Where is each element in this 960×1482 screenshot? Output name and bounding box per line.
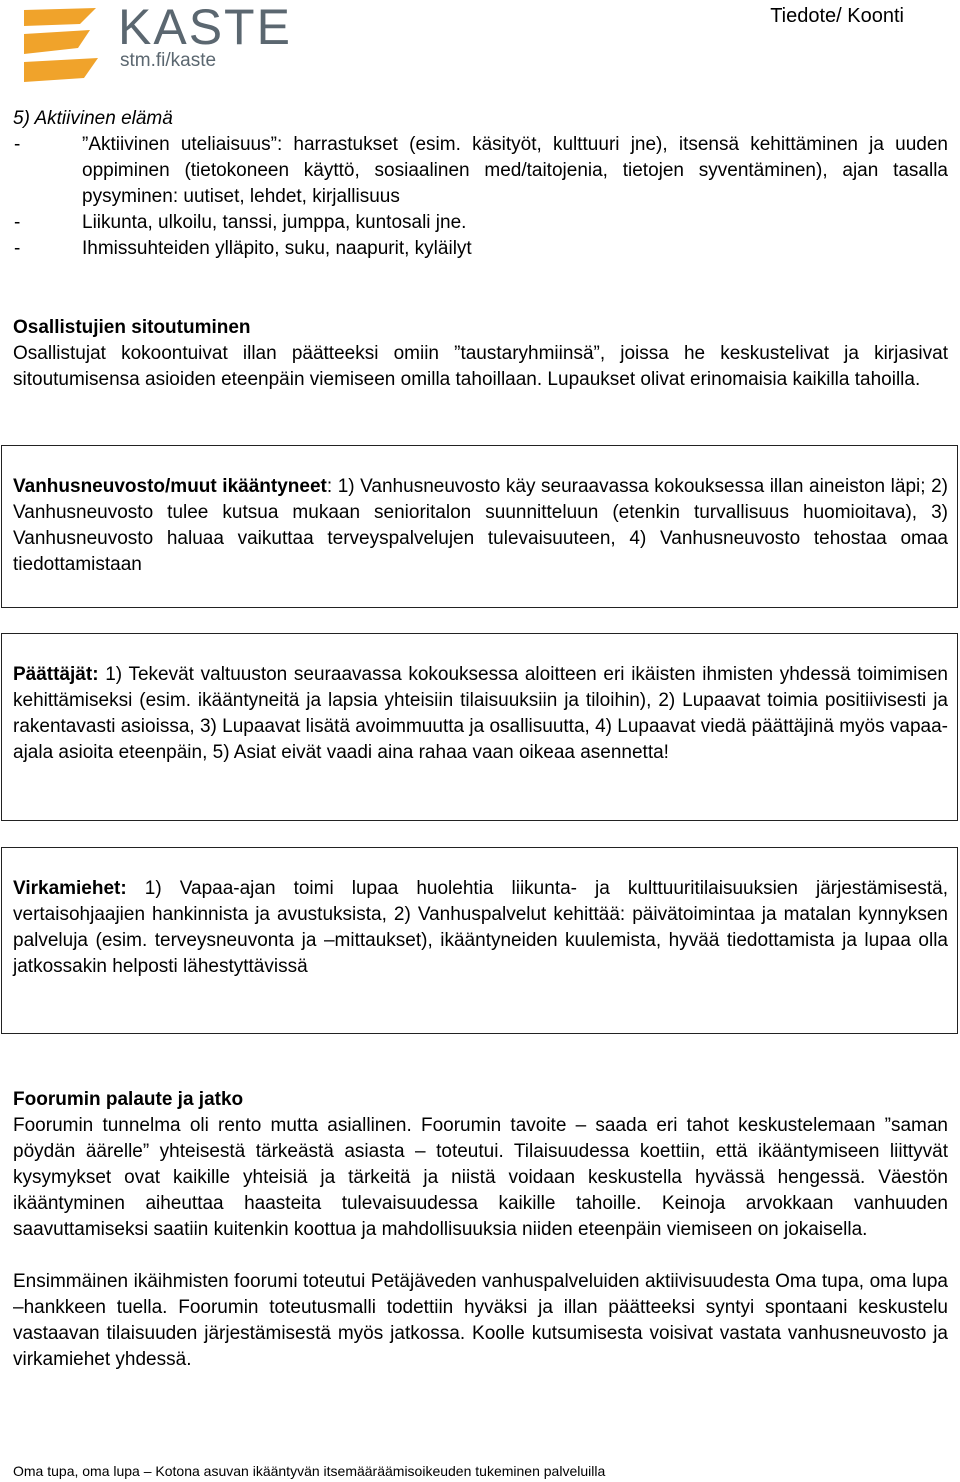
list-item-text: Liikunta, ulkoilu, tanssi, jumppa, kuntosali jne. [82, 212, 467, 233]
list-item [13, 210, 948, 236]
commitment-section [13, 315, 948, 393]
decision-makers-text: 1) Tekevät valtuuston seuraavassa kokouksessa aloitteen eri ikäisten ihmisten yhdessä toimimisen kehittämiseksi (esim. ikääntyneitä ja lapsia yhteisiin tilaisuuksiin ja tiloihin), 2) Lupaavat toimia positiivisesti ja rakentavasti asioissa, 3) Lupaavat lisätä avoimmuutta ja osallisuutta, 4) Lupaavat viedä päättäjinä myös vapaa-ajala asioita eteenpäin, 5) Asiat eivät vaadi aina rahaa vaan oikeaa asennetta! [13, 664, 948, 763]
active-life-heading: 5) Aktiivinen elämä [13, 108, 173, 129]
page-footer: Oma tupa, oma lupa – Kotona asuvan ikääntyvän itsemääräämisoikeuden tukeminen palveluilla [13, 1463, 606, 1479]
feedback-paragraph-1: Foorumin tunnelma oli rento mutta asiallinen. Foorumin tavoite – saada eri tahot keskustelemaan ”saman pöydän äärelle” yhteisestä tärkeästä asiasta – toteutui. Tilaisuudessa koettiin, että ikääntymiseen liittyvät kysymykset ovat kaikille yhteisiä ja tärkeitä ja niistä voidaan keskustella hyvässä hengessä. Väestön ikääntyminen aiheuttaa haasteita tulevaisuudessa kaikille tahoille. Keinoja arvokkaan vanhuuden saavuttamiseksi saatiin kuitenkin koottua ja mahdollisuuksia niiden eteenpäin viemiseen on jokaisella. [13, 1115, 948, 1240]
logo-url: stm.fi/kaste [120, 50, 217, 71]
officials-text: 1) Vapaa-ajan toimi lupaa huolehtia liikunta- ja kulttuuritilaisuuksien järjestämisestä, vertaisohjaajien hankinnista ja avustuksista, 2) Vanhuspalvelut kehittää: päivätoimintaa ja matalan kynnyksen palveluja (esim. terveysneuvonta ja –mittaukset), ikääntyneiden kuulemista, hyvää tiedottamista ja lupaa olla jatkossakin helposti lähestyttävissä [13, 878, 948, 977]
elderly-council-text: 1) Vanhusneuvosto käy seuraavassa kokouksessa illan aineiston läpi; 2) Vanhusneuvosto tulee kutsua mukaan senioritalon suunnitteluun (etenkin turvallisuus huomioitava), 3) Vanhusneuvosto haluaa vaikuttaa terveyspalvelujen tulevaisuuteen, 4) Vanhusneuvosto tehostaa omaa tiedottamistaan [13, 476, 948, 575]
officials-label: Virkamiehet: [13, 878, 127, 899]
list-item-text: ”Aktiivinen uteliaisuus”: harrastukset (esim. käsityöt, kulttuuri jne), itsensä kehittäminen ja uuden oppiminen (tietokoneen käyttö, sosiaalinen med/taitojenia, tietojen syventäminen), ajan tasalla pysyminen: uutiset, lehdet, kirjallisuus [82, 134, 948, 207]
document-type: Tiedote/ Koonti [770, 5, 904, 27]
feedback-section [13, 1087, 948, 1373]
bullet-dash: - [14, 134, 21, 155]
officials-content [13, 876, 948, 980]
list-item [13, 132, 948, 210]
commitment-text: Osallistujat kokoontuivat illan päätteeksi omiin ”taustaryhmiinsä”, joissa he keskustelivat ja kirjasivat sitoutumisensa asioiden eteenpäin viemiseen omilla tahoillaan. Lupaukset olivat erinomaisia kaikilla tahoilla. [13, 343, 948, 390]
elderly-council-label: Vanhusneuvosto/muut ikääntyneet [13, 476, 327, 497]
list-item-text: Ihmissuhteiden ylläpito, suku, naapurit, kyläilyt [82, 238, 472, 259]
bullet-dash: - [14, 238, 21, 259]
decision-makers-label: Päättäjät: [13, 664, 99, 685]
feedback-paragraph-2: Ensimmäinen ikäihmisten foorumi toteutui Petäjäveden vanhuspalveluiden aktiivisuudesta Oma tupa, oma lupa –hankkeen tuella. Foorumin toteutusmalli todettiin hyväksi ja illan päätteeksi syntyi spontaani keskustelu vastaavan tilaisuuden järjestämisestä myös jatkossa. Koolle kutsumisesta voisivat vastata vanhusneuvosto ja virkamiehet yhdessä. [13, 1271, 948, 1370]
elderly-council-colon: : [326, 476, 333, 497]
bullet-dash: - [14, 212, 21, 233]
commitment-heading: Osallistujien sitoutuminen [13, 317, 251, 338]
list-item [13, 236, 948, 262]
active-life-section [13, 106, 948, 262]
logo-name: KASTE [118, 0, 292, 55]
kaste-logo-mark-icon [20, 4, 112, 84]
elderly-council-content [13, 474, 948, 578]
decision-makers-content [13, 662, 948, 766]
feedback-heading: Foorumin palaute ja jatko [13, 1089, 244, 1110]
kaste-logo [20, 0, 292, 84]
